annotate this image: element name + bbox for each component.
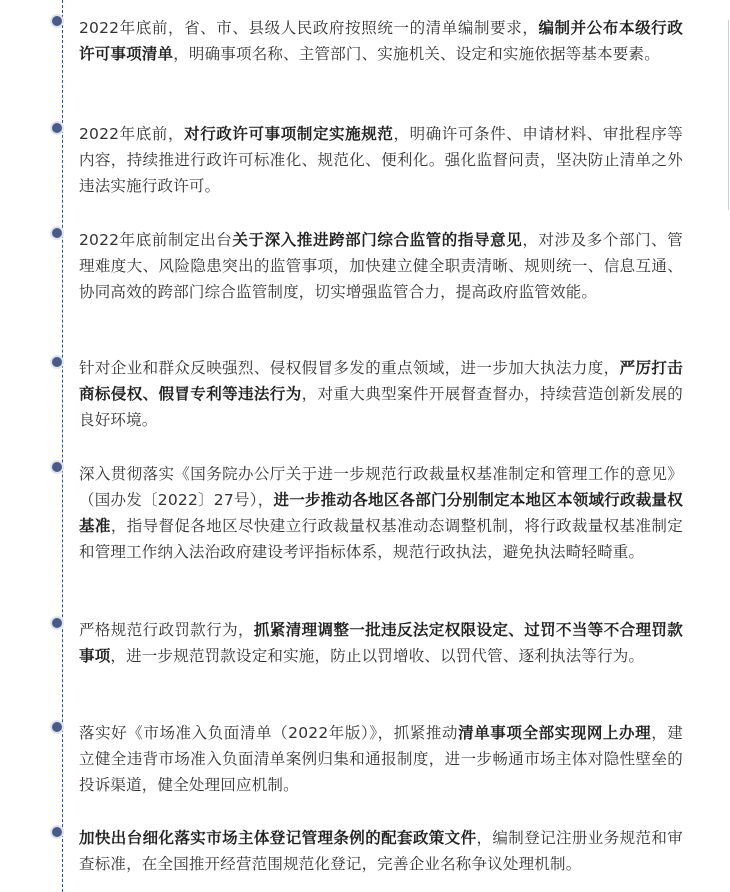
text-segment: ，明确事项名称、主管部门、实施机关、设定和实施依据等基本要素。 — [173, 45, 660, 63]
bullet-dot-icon — [52, 228, 62, 238]
bullet-dot-icon — [52, 827, 62, 837]
bold-segment: 对行政许可事项制定实施规范 — [184, 125, 394, 143]
bullet-dot-icon — [52, 462, 62, 472]
text-segment: ，编制登记注册业务规范和审查标准，在全国推开经营范围规范化登记，完善企业名称争议处理机制。 — [79, 829, 683, 873]
text-segment: ，对重大典型案件开展督查督办，持续营造创新发展的良好环境。 — [79, 385, 683, 429]
right-edge-divider — [728, 20, 729, 210]
text-segment: ，指导督促各地区尽快建立行政裁量权基准动态调整机制，将行政裁量权基准制定和管理工作纳入法治政府建设考评指标体系，规范行政执法，避免执法畸轻畸重。 — [79, 517, 684, 561]
text-segment: 2022年底前制定出台 — [79, 231, 233, 249]
bullet-dot-icon — [52, 722, 62, 732]
list-item-text — [79, 227, 683, 305]
bold-segment: 严厉打击商标侵权、假冒专利等违法行为 — [79, 359, 683, 403]
list-item-text — [79, 825, 683, 877]
bold-segment: 编制并公布本级行政许可事项清单 — [79, 19, 683, 63]
bullet-dot-icon — [52, 357, 62, 367]
bullet-dot-icon — [52, 16, 62, 26]
list-item-text — [79, 617, 683, 669]
text-segment: 深入贯彻落实《国务院办公厅关于进一步规范行政裁量权基准制定和管理工作的意见》（国办发〔2022〕27号）， — [79, 465, 683, 509]
list-item-text — [79, 121, 683, 199]
text-segment: 严格规范行政罚款行为， — [79, 621, 254, 639]
timeline-dashed-line — [62, 0, 63, 892]
text-segment: 针对企业和群众反映强烈、侵权假冒多发的重点领域，进一步加大执法力度， — [79, 359, 620, 377]
list-item-text — [79, 15, 683, 67]
list-item-text — [79, 720, 683, 798]
bold-segment: 抓紧清理调整一批违反法定权限设定、过罚不当等不合理罚款事项 — [79, 621, 684, 665]
bold-segment: 进一步推动各地区各部门分别制定本地区本领域行政裁量权基准 — [79, 491, 684, 535]
bullet-dot-icon — [52, 618, 62, 628]
bullet-dot-icon — [52, 123, 62, 133]
text-segment: ，建立健全违背市场准入负面清单案例归集和通报制度，进一步畅通市场主体对隐性壁垒的投诉渠道，健全处理回应机制。 — [79, 724, 683, 794]
bold-segment: 加快出台细化落实市场主体登记管理条例的配套政策文件 — [79, 829, 477, 847]
bold-segment: 关于深入推进跨部门综合监管的指导意见 — [232, 231, 523, 249]
text-segment: 落实好《市场准入负面清单（2022年版）》，抓紧推动 — [79, 724, 459, 742]
text-segment: ，进一步规范罚款设定和实施，防止以罚增收、以罚代管、逐利执法等行为。 — [110, 647, 645, 665]
text-segment: ，对涉及多个部门、管理难度大、风险隐患突出的监管事项，加快建立健全职责清晰、规则统一、信息互通、协同高效的跨部门综合监管制度，切实增强监管合力，提高政府监管效能。 — [79, 231, 683, 301]
list-item-text — [79, 461, 683, 565]
bold-segment: 清单事项全部实现网上办理 — [458, 724, 652, 742]
text-segment: ，明确许可条件、申请材料、审批程序等内容，持续推进行政许可标准化、规范化、便利化。强化监督问责，坚决防止清单之外违法实施行政许可。 — [79, 125, 683, 195]
list-item-text — [79, 355, 683, 433]
text-segment: 2022年底前，省、市、县级人民政府按照统一的清单编制要求， — [79, 19, 539, 37]
text-segment: 2022年底前， — [79, 125, 185, 143]
